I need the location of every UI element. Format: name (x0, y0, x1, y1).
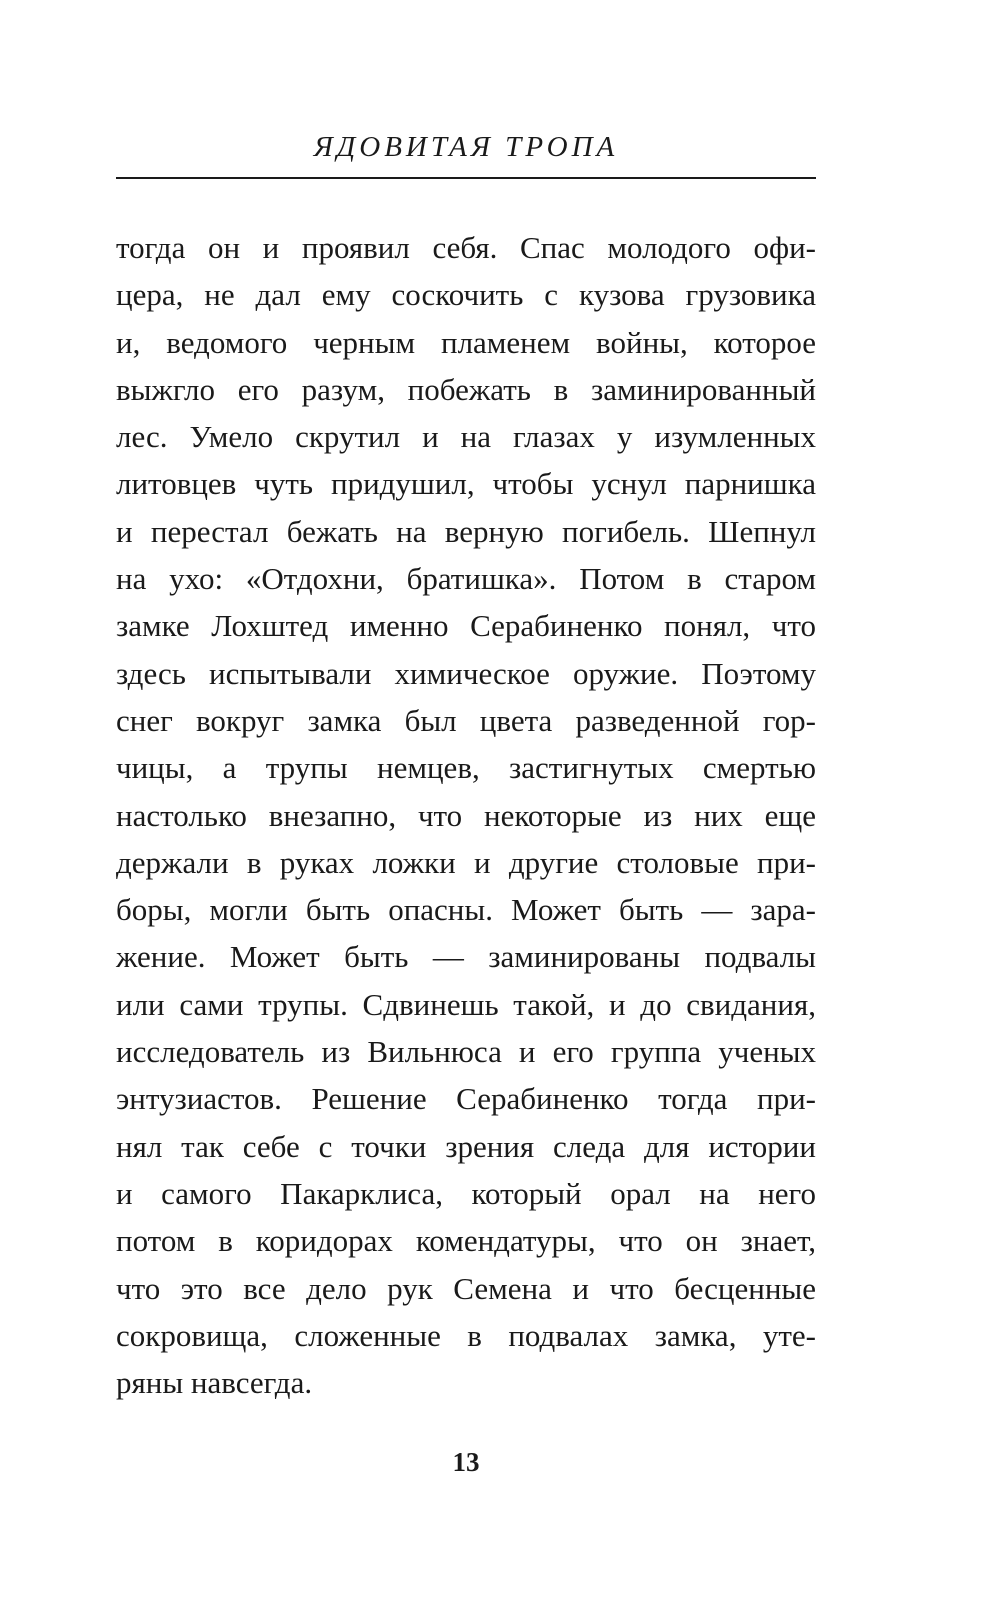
text-line: боры, могли быть опасны. Может быть — зара- (116, 892, 816, 928)
text-line: жение. Может быть — заминированы подвалы (116, 939, 816, 975)
text-line: или сами трупы. Сдвинешь такой, и до свидания, (116, 986, 816, 1022)
text-line: цера, не дал ему соскочить с кузова грузовика (116, 277, 816, 313)
text-line: чицы, а трупы немцев, застигнутых смертью (116, 750, 816, 786)
header-rule (116, 177, 816, 179)
page-number: 13 (452, 1447, 480, 1477)
text-line: снег вокруг замка был цвета разведенной гор- (116, 702, 816, 738)
text-line: тогда он и проявил себя. Спас молодого офи- (116, 230, 816, 265)
text-line: настолько внезапно, что некоторые из них еще (116, 797, 816, 833)
text-line: на ухо: «Отдохни, братишка». Потом в старом (116, 561, 816, 597)
text-line: исследователь из Вильнюса и его группа ученых (116, 1034, 816, 1070)
text-line: держали в руках ложки и другие столовые при- (116, 844, 816, 880)
text-line: ряны навсегда. (116, 1365, 313, 1401)
text-line: и перестал бежать на верную погибель. Шепнул (116, 513, 816, 549)
text-line: литовцев чуть придушил, чтобы уснул парнишка (116, 466, 816, 502)
text-line: и самого Пакарклиса, который орал на него (116, 1175, 816, 1211)
text-line: замке Лохштед именно Серабиненко понял, что (116, 608, 816, 644)
text-line: лес. Умело скрутил и на глазах у изумленных (116, 419, 816, 455)
text-line: потом в коридорах комендатуры, что он знает, (116, 1223, 816, 1259)
text-line: сокровища, сложенные в подвалах замка, уте- (116, 1317, 816, 1353)
text-line: выжгло его разум, побежать в заминированный (116, 371, 816, 407)
text-line: что это все дело рук Семена и что бесценные (116, 1270, 816, 1306)
text-line: энтузиастов. Решение Серабиненко тогда при- (116, 1081, 816, 1117)
body-text (116, 224, 816, 1406)
text-line: здесь испытывали химическое оружие. Поэтому (116, 655, 816, 691)
running-head: ЯДОВИТАЯ ТРОПА (313, 131, 619, 163)
text-line: нял так себе с точки зрения следа для истории (116, 1128, 816, 1164)
text-line: и, ведомого черным пламенем войны, которое (116, 324, 816, 360)
